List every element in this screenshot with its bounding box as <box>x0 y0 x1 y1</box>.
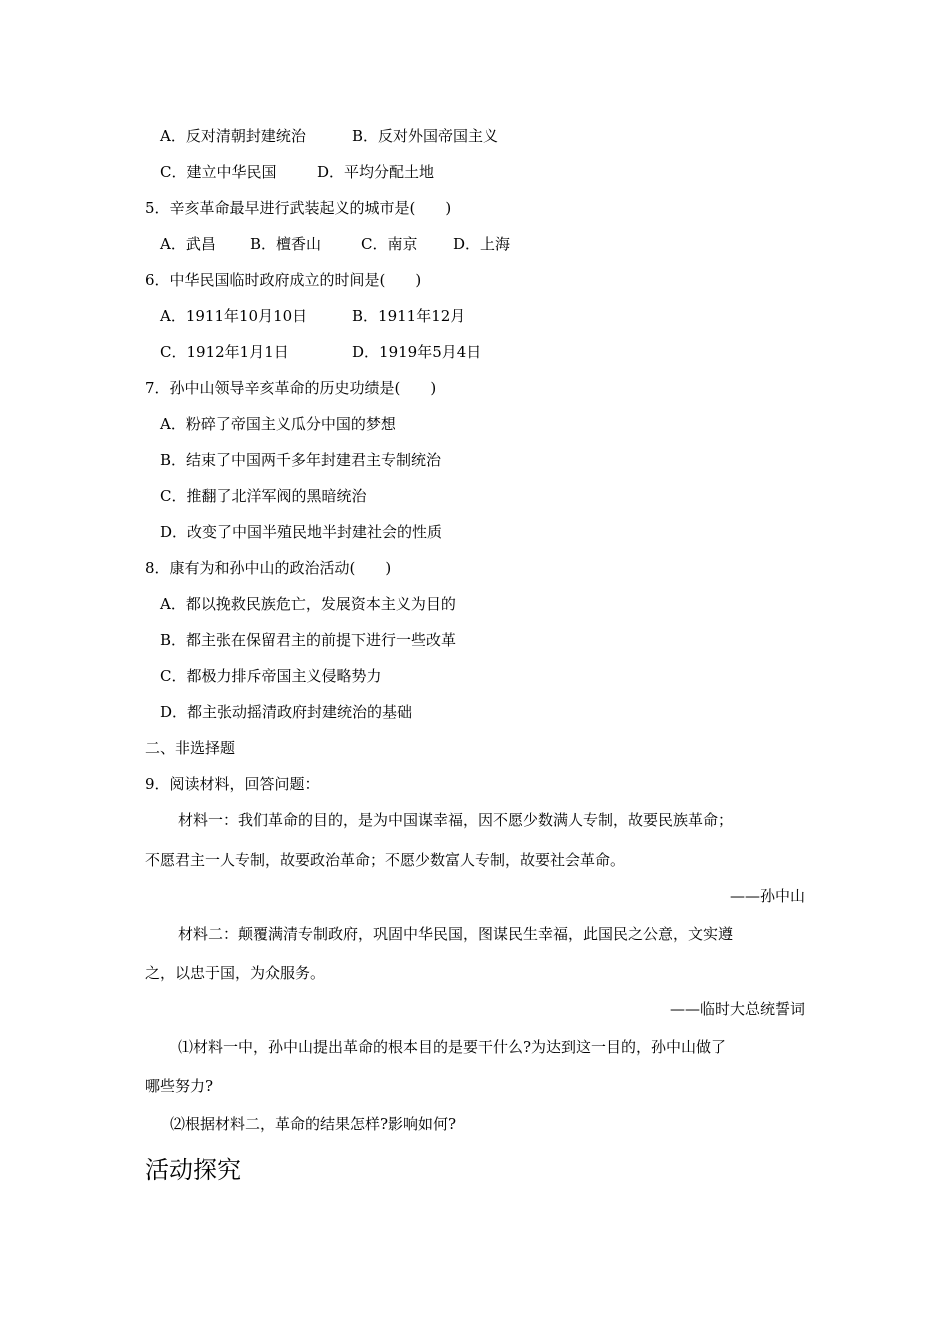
q7-option-a: A．粉碎了帝国主义瓜分中国的梦想 <box>160 415 396 433</box>
q8-option-d: D．都主张动摇清政府封建统治的基础 <box>160 703 413 721</box>
q5-option-d: D．上海 <box>453 235 511 253</box>
q6-option-b: B．1911年12月 <box>352 307 466 325</box>
q7-stem: 7．孙中山领导辛亥革命的历史功绩是( ) <box>145 379 437 397</box>
q5-option-c: C．南京 <box>361 235 418 253</box>
q7-option-c: C．推翻了北洋军阀的黑暗统治 <box>160 487 367 505</box>
section-title-non-choice: 二、非选择题 <box>145 739 236 757</box>
q9-subquestion1-line2: 哪些努力? <box>145 1077 214 1095</box>
q6-option-c: C．1912年1月1日 <box>160 343 289 361</box>
q9-material2-source: ——临时大总统誓词 <box>669 1000 805 1018</box>
q5-stem: 5．辛亥革命最早进行武装起义的城市是( ) <box>145 199 452 217</box>
q9-material2-line2: 之，以忠于国，为众服务。 <box>145 964 326 982</box>
q9-material1-line2: 不愿君主一人专制，故要政治革命；不愿少数富人专制，故要社会革命。 <box>145 851 626 869</box>
q4-option-d: D．平均分配土地 <box>317 163 435 181</box>
activity-heading: 活动探究 <box>145 1156 241 1184</box>
q9-material1-source: ——孙中山 <box>729 887 805 905</box>
q9-stem: 9．阅读材料，回答问题： <box>145 775 320 793</box>
q6-option-d: D．1919年5月4日 <box>352 343 482 361</box>
q7-option-d: D．改变了中国半殖民地半封建社会的性质 <box>160 523 443 541</box>
q5-option-a: A．武昌 <box>160 235 216 253</box>
q8-option-b: B．都主张在保留君主的前提下进行一些改革 <box>160 631 457 649</box>
q4-option-b: B．反对外国帝国主义 <box>352 127 499 145</box>
q7-option-b: B．结束了中国两千多年封建君主专制统治 <box>160 451 442 469</box>
q6-stem: 6．中华民国临时政府成立的时间是( ) <box>145 271 422 289</box>
q6-option-a: A．1911年10月10日 <box>160 307 308 325</box>
q4-option-c: C．建立中华民国 <box>160 163 277 181</box>
q9-subquestion2: ⑵根据材料二，革命的结果怎样?影响如何? <box>170 1115 457 1133</box>
q9-material2-line1: 材料二：颠覆满清专制政府，巩固中华民国，图谋民生幸福，此国民之公意，文实遵 <box>178 925 734 943</box>
q5-option-b: B．檀香山 <box>250 235 322 253</box>
q8-stem: 8．康有为和孙中山的政治活动( ) <box>145 559 392 577</box>
q9-subquestion1-line1: ⑴材料一中，孙中山提出革命的根本目的是要干什么?为达到这一目的，孙中山做了 <box>178 1038 727 1056</box>
q4-option-a: A．反对清朝封建统治 <box>160 127 306 145</box>
q8-option-a: A．都以挽救民族危亡，发展资本主义为目的 <box>160 595 456 613</box>
q9-material1-line1: 材料一：我们革命的目的，是为中国谋幸福，因不愿少数满人专制，故要民族革命； <box>178 811 734 829</box>
q8-option-c: C．都极力排斥帝国主义侵略势力 <box>160 667 382 685</box>
